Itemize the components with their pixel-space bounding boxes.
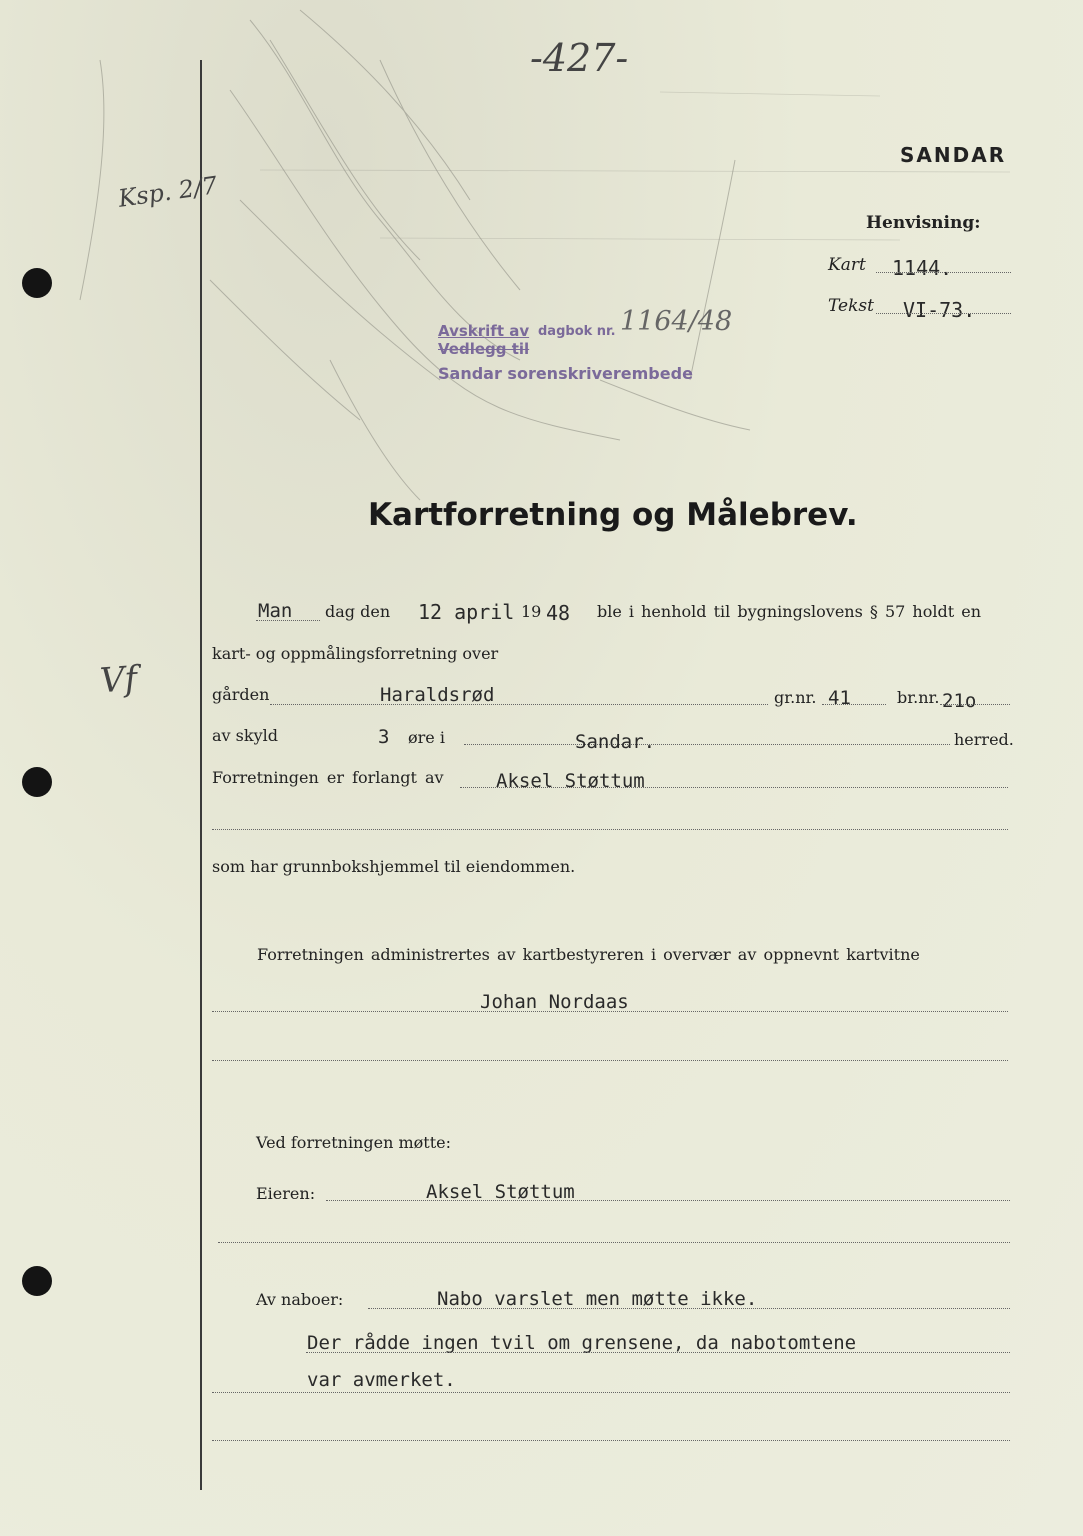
stamp-line-3: Sandar sorenskriverembede	[438, 364, 693, 383]
requested-value: Aksel Støttum	[496, 770, 645, 792]
tekst-dotted-line	[876, 313, 1011, 314]
owner-dotted-line-2	[218, 1242, 1010, 1243]
stamp-line-1: Avskrift av	[438, 322, 530, 340]
weekday-dotted-line	[256, 620, 320, 621]
herred-dotted-line	[464, 744, 950, 745]
margin-note: Ksp. 2/7	[116, 171, 219, 213]
date-typed: 12 april	[418, 600, 515, 624]
attended-heading: Ved forretningen møtte:	[256, 1133, 451, 1152]
witness-dotted-line-2	[212, 1060, 1008, 1061]
requested-label: Forretningen er forlangt av	[212, 768, 444, 787]
farm-value: Haraldsrød	[380, 684, 495, 706]
reference-heading: Henvisning:	[866, 213, 981, 233]
weekday-typed: Man	[258, 600, 293, 622]
requested-dotted-line-2	[212, 829, 1008, 830]
grnr-label: gr.nr.	[774, 688, 817, 707]
skyld-label: av skyld	[212, 726, 278, 745]
witness-name: Johan Nordaas	[480, 991, 629, 1013]
kart-value: 1144.	[892, 256, 953, 280]
ore-label: øre i	[408, 728, 445, 747]
left-margin-rule	[200, 60, 202, 1490]
year-prefix: 19	[521, 602, 542, 621]
page-number: -427-	[530, 36, 629, 80]
year-typed: 48	[546, 601, 571, 625]
neighbours-note-line-1: Der rådde ingen tvil om grensene, da nabotomtene	[307, 1332, 857, 1354]
note-dotted-line-3	[212, 1440, 1010, 1441]
owner-value: Aksel Støttum	[426, 1181, 575, 1203]
stamp-line-2: Vedlegg til	[438, 340, 530, 358]
note-dotted-line-2	[212, 1392, 1010, 1393]
kart-label: Kart	[828, 255, 866, 275]
farm-label: gården	[212, 685, 270, 704]
punch-hole	[22, 268, 52, 298]
neighbours-value: Nabo varslet men møtte ikke.	[437, 1288, 758, 1310]
document-title: Kartforretning og Målebrev.	[368, 497, 858, 533]
neighbours-note-line-2: var avmerket.	[307, 1369, 456, 1391]
kart-dotted-line	[876, 272, 1011, 273]
stamp-line-1b: dagbok nr.	[538, 324, 616, 339]
tekst-label: Tekst	[828, 296, 874, 316]
punch-hole	[22, 1266, 52, 1296]
note-dotted-line-1	[306, 1352, 1010, 1353]
herred-value: Sandar.	[575, 731, 656, 753]
date-line-text: ble i henhold til bygningslovens § 57 holdt en	[597, 602, 982, 621]
survey-line: kart- og oppmålingsforretning over	[212, 644, 499, 663]
administered-text: Forretningen administrertes av kartbestyreren i overvær av oppnevnt kartvitne	[257, 945, 920, 964]
brnr-value: 21o	[942, 690, 977, 712]
margin-initial: Vf	[98, 658, 139, 702]
punch-hole	[22, 767, 52, 797]
stamp-journal-number: 1164/48	[620, 306, 733, 337]
district-label: SANDAR	[900, 143, 1007, 167]
tekst-value: VI-73.	[903, 298, 976, 322]
owner-label: Eieren:	[256, 1184, 316, 1203]
herred-label: herred.	[954, 730, 1014, 749]
grunnbok-text: som har grunnbokshjemmel til eiendommen.	[212, 857, 576, 876]
dag-den-label: dag den	[325, 602, 391, 621]
grnr-value: 41	[828, 687, 851, 709]
farm-dotted-line	[270, 704, 768, 705]
witness-dotted-line	[212, 1011, 1008, 1012]
neighbours-label: Av naboer:	[256, 1290, 344, 1309]
brnr-label: br.nr.	[897, 688, 940, 707]
skyld-value: 3	[378, 726, 390, 748]
